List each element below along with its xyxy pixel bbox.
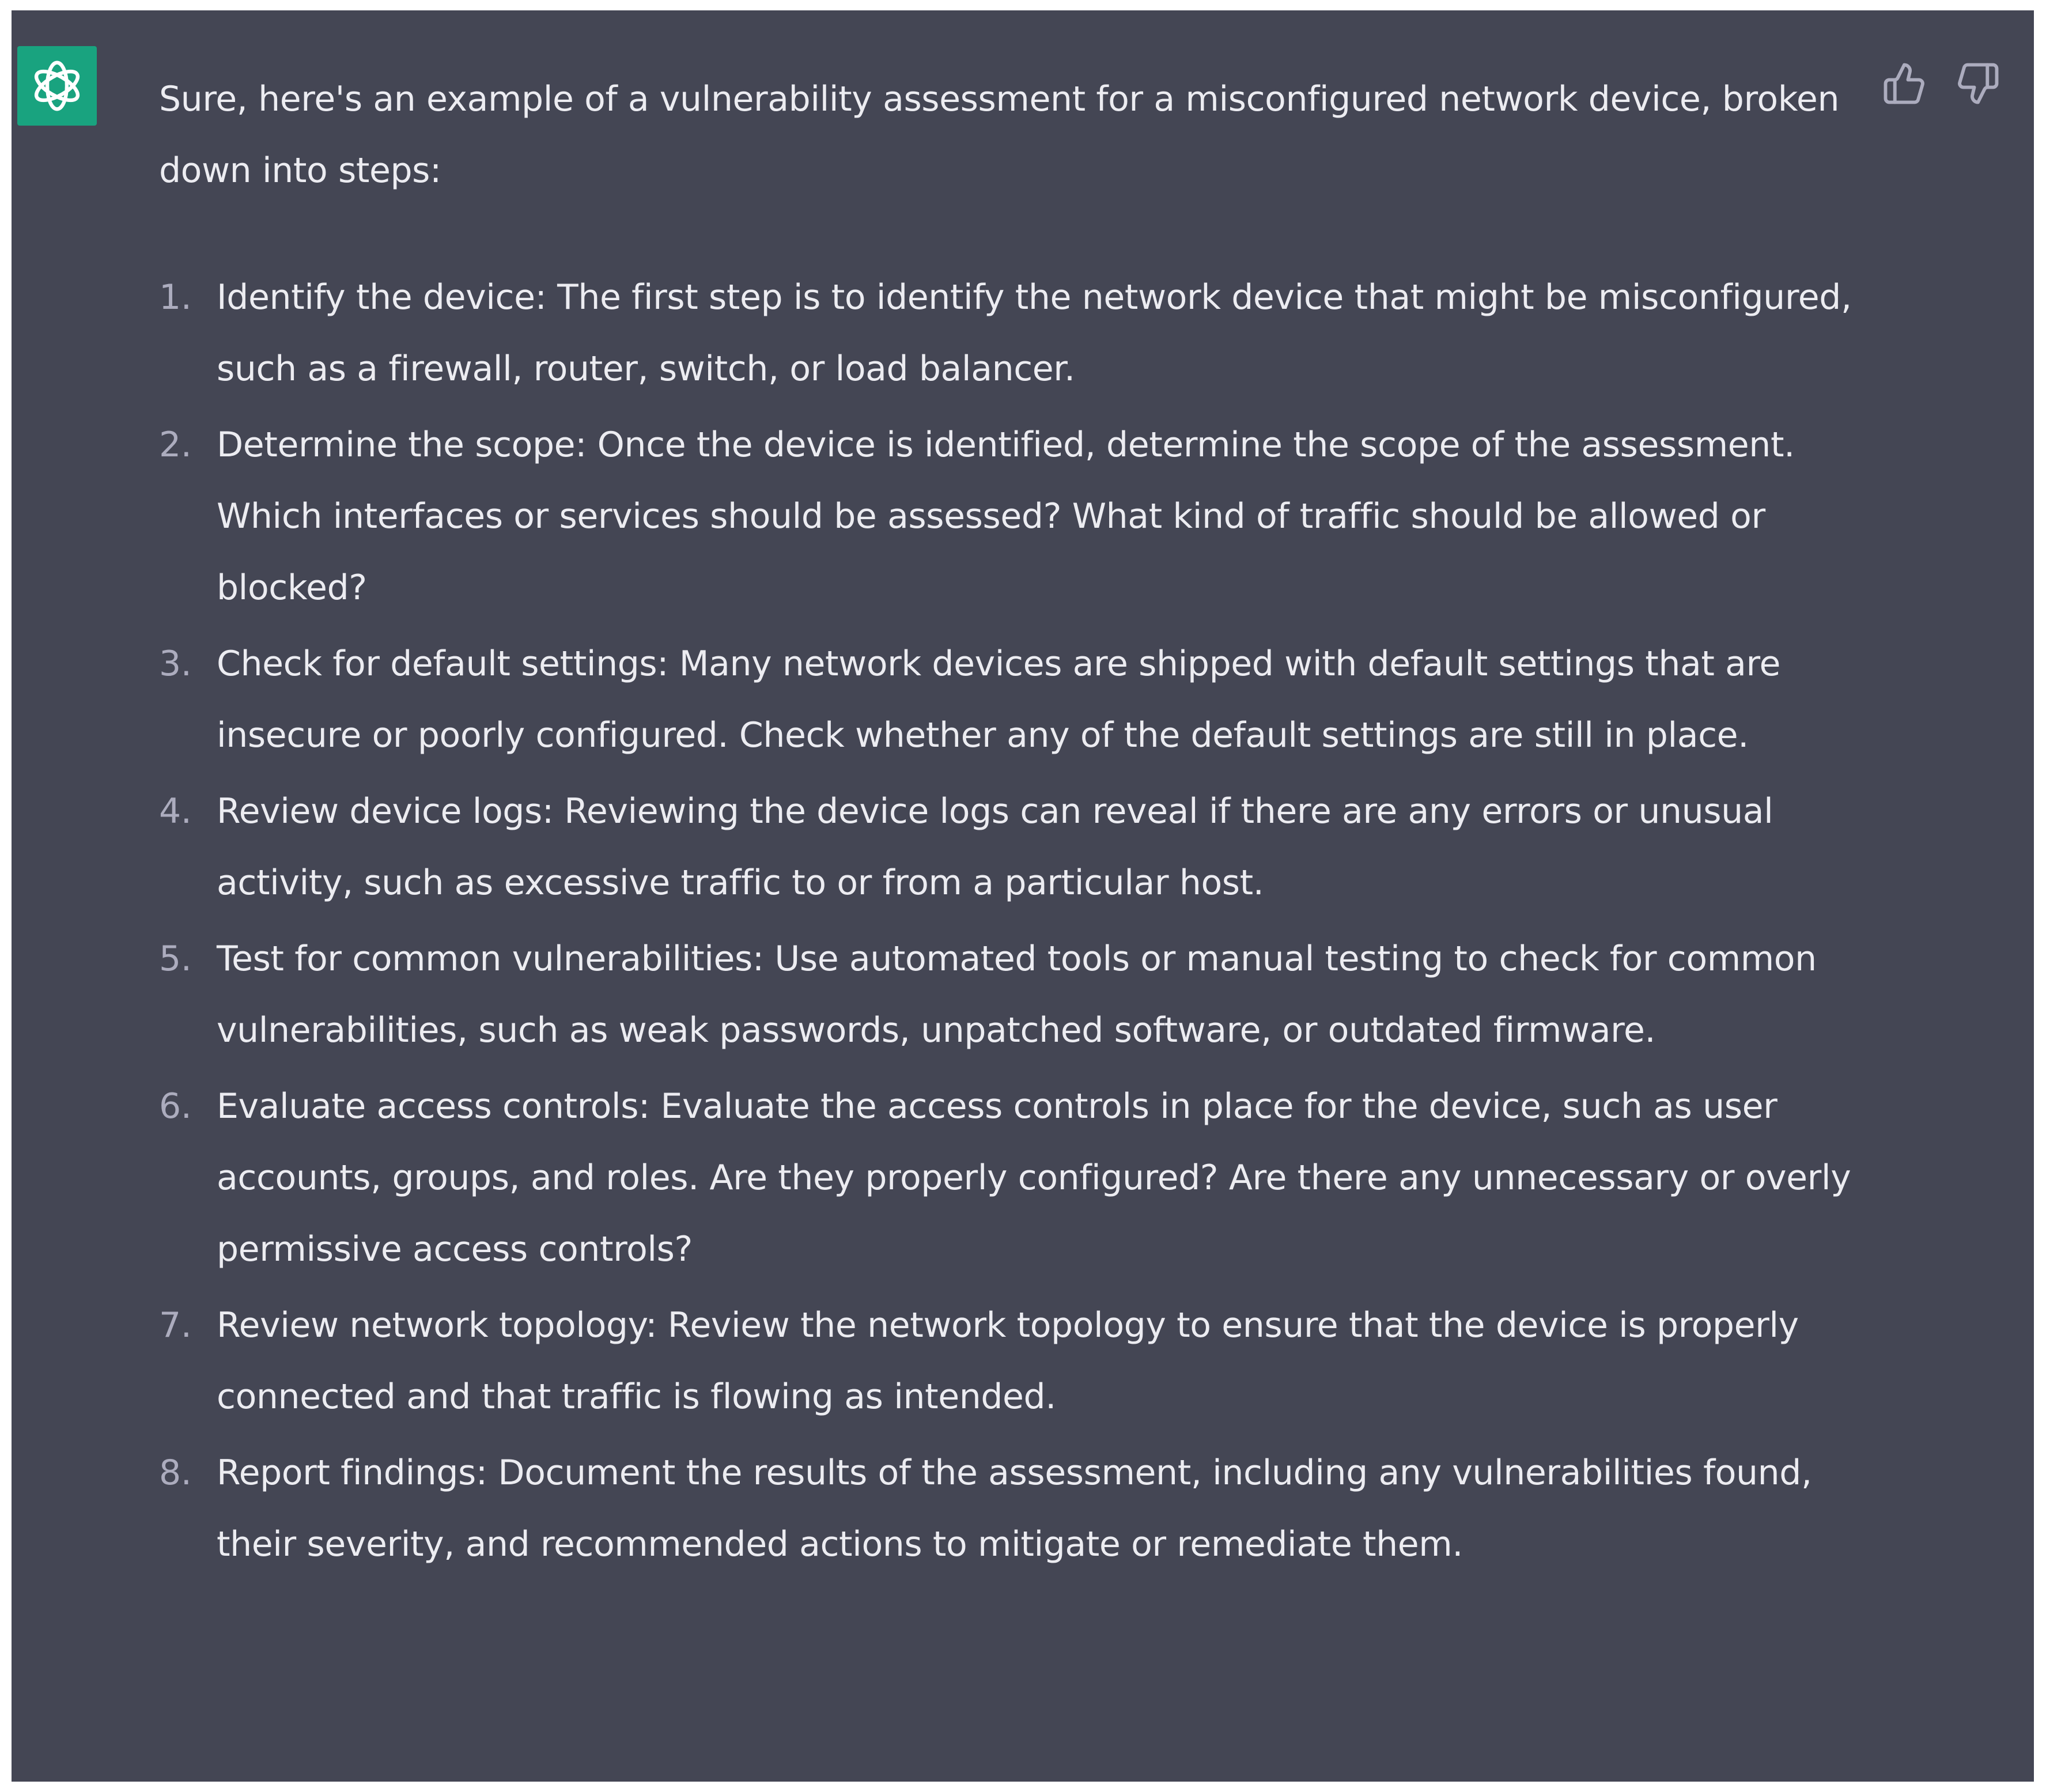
steps-list [159,262,1888,1580]
step-number: 6. [159,1086,192,1126]
step-text: Identify the device: The first step is to identify the network device that might be misconfigured, such as a firewall, router, switch, or load balancer. [217,277,1852,389]
step-text: Review device logs: Reviewing the device logs can reveal if there are any errors or unusual activity, such as excessive traffic to or from a particular host. [217,791,1773,903]
list-item [159,1290,1888,1432]
list-item [159,628,1888,771]
step-number: 7. [159,1305,192,1345]
list-item [159,1071,1888,1285]
thumbs-up-icon [1882,61,1927,106]
assistant-message [159,63,1888,1585]
step-text: Check for default settings: Many network devices are shipped with default settings that are insecure or poorly configured. Check whether any of the default settings are still in place. [217,644,1780,755]
step-text: Report findings: Document the results of the assessment, including any vulnerabilities found, their severity, and recommended actions to mitigate or remediate them. [217,1453,1812,1564]
list-item [159,923,1888,1066]
step-text: Review network topology: Review the network topology to ensure that the device is properly connected and that traffic is flowing as intended. [217,1305,1799,1417]
assistant-message-panel [12,10,2034,1782]
step-number: 8. [159,1453,192,1493]
list-item [159,1437,1888,1580]
thumbs-down-button[interactable] [1946,52,2010,115]
message-intro: Sure, here's an example of a vulnerability assessment for a misconfigured network device, broken down into steps: [159,79,1840,191]
step-number: 1. [159,277,192,317]
list-item [159,776,1888,918]
step-text: Determine the scope: Once the device is identified, determine the scope of the assessment. Which interfaces or services should be assessed? What kind of traffic should be allowed or blocked? [217,425,1795,608]
assistant-avatar [17,46,97,126]
step-number: 3. [159,644,192,684]
step-text: Evaluate access controls: Evaluate the access controls in place for the device, such as user accounts, groups, and roles. Are they properly configured? Are there any unnecessary or overly permissive access controls? [217,1086,1851,1269]
step-number: 5. [159,939,192,979]
step-number: 4. [159,791,192,831]
thumbs-up-button[interactable] [1873,52,1936,115]
list-item [159,262,1888,404]
openai-logo-icon [27,55,88,116]
step-number: 2. [159,425,192,465]
step-text: Test for common vulnerabilities: Use automated tools or manual testing to check for common vulnerabilities, such as weak passwords, unpatched software, or outdated firmware. [217,939,1817,1050]
list-item [159,409,1888,623]
thumbs-down-icon [1956,61,2000,106]
